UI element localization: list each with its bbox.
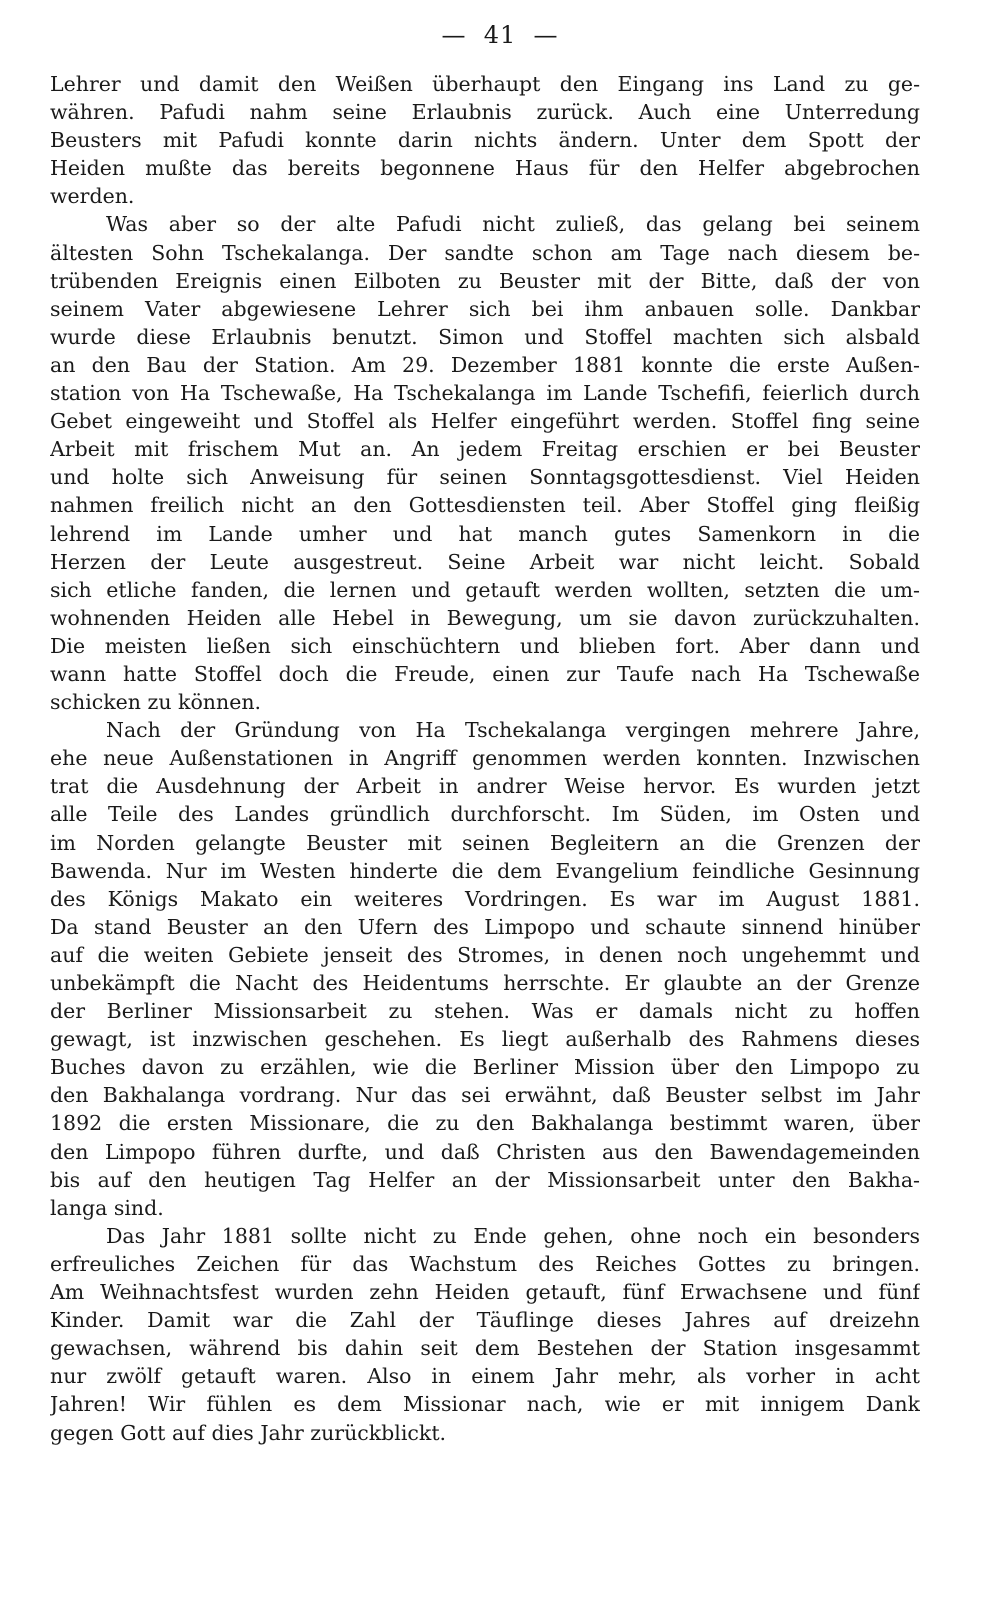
text-line: gewachsen, während bis dahin seit dem Bestehen der Station insgesammt: [50, 1336, 920, 1361]
text-line: Jahren! Wir fühlen es dem Missionar nach, wie er mit innigem Dank: [50, 1392, 920, 1417]
body-text: [50, 70, 920, 1447]
text-line: wurde diese Erlaubnis benutzt. Simon und Stoffel machten sich alsbald: [50, 324, 920, 349]
text-line: währen. Pafudi nahm seine Erlaubnis zurück. Auch eine Unterredung: [50, 100, 920, 125]
text-line: Nach der Gründung von Ha Tschekalanga vergingen mehrere Jahre,: [106, 718, 920, 743]
text-line: alle Teile des Landes gründlich durchforscht. Im Süden, im Osten und: [50, 802, 920, 827]
text-line: und holte sich Anweisung für seinen Sonntagsgottesdienst. Viel Heiden: [50, 465, 920, 490]
text-line: im Norden gelangte Beuster mit seinen Begleitern an die Grenzen der: [50, 830, 920, 855]
text-line: station von Ha Tschewaße, Ha Tschekalanga im Lande Tschefifi, feierlich durch: [50, 381, 920, 406]
text-line: Das Jahr 1881 sollte nicht zu Ende gehen, ohne noch ein besonders: [106, 1223, 920, 1248]
text-line: werden.: [50, 184, 135, 209]
text-line: langa sind.: [50, 1195, 164, 1220]
text-line: bis auf den heutigen Tag Helfer an der Missionsarbeit unter den Bakha-: [50, 1167, 920, 1192]
text-line: den Limpopo führen durfte, und daß Christen aus den Bawendagemeinden: [50, 1139, 920, 1164]
text-line: Lehrer und damit den Weißen überhaupt den Eingang ins Land zu ge-: [50, 72, 920, 96]
text-line: unbekämpft die Nacht des Heidentums herrschte. Er glaubte an der Grenze: [50, 971, 920, 995]
text-line: wann hatte Stoffel doch die Freude, einen zur Taufe nach Ha Tschewaße: [50, 661, 920, 686]
text-line: der Berliner Missionsarbeit zu stehen. Was er damals nicht zu hoffen: [50, 999, 920, 1024]
page-number-header: — 41 —: [441, 21, 559, 49]
text-line: den Bakhalanga vordrang. Nur das sei erwähnt, daß Beuster selbst im Jahr: [50, 1083, 920, 1108]
text-line: Da stand Beuster an den Ufern des Limpopo und schaute sinnend hinüber: [50, 914, 920, 939]
text-line: des Königs Makato ein weiteres Vordringen. Es war im August 1881.: [50, 886, 920, 911]
text-line: trat die Ausdehnung der Arbeit in andrer Weise hervor. Es wurden jetzt: [50, 774, 920, 799]
text-line: gegen Gott auf dies Jahr zurückblickt.: [50, 1420, 447, 1445]
text-line: gewagt, ist inzwischen geschehen. Es liegt außerhalb des Rahmens dieses: [50, 1027, 920, 1052]
text-line: ehe neue Außenstationen in Angriff genommen werden konnten. Inzwischen: [50, 746, 920, 771]
text-line: 1892 die ersten Missionare, die zu den Bakhalanga bestimmt waren, über: [50, 1111, 920, 1136]
text-line: ältesten Sohn Tschekalanga. Der sandte schon am Tage nach diesem be-: [50, 240, 920, 265]
text-line: schicken zu können.: [50, 690, 262, 715]
text-line: wohnenden Heiden alle Hebel in Bewegung, um sie davon zurückzuhalten.: [50, 605, 920, 630]
text-line: auf die weiten Gebiete jenseit des Stromes, in denen noch ungehemmt und: [50, 942, 920, 967]
text-line: an den Bau der Station. Am 29. Dezember 1881 konnte die erste Außen-: [50, 352, 920, 377]
text-line: Buches davon zu erzählen, wie die Berliner Mission über den Limpopo zu: [50, 1055, 920, 1080]
text-line: Die meisten ließen sich einschüchtern und blieben fort. Aber dann und: [50, 633, 920, 658]
text-line: nahmen freilich nicht an den Gottesdiensten teil. Aber Stoffel ging fleißig: [50, 493, 920, 518]
text-line: trübenden Ereignis einen Eilboten zu Beuster mit der Bitte, daß der von: [50, 268, 920, 293]
text-line: Bawenda. Nur im Westen hinderte die dem Evangelium feindliche Gesinnung: [50, 858, 920, 883]
text-line: lehrend im Lande umher und hat manch gutes Samenkorn in die: [50, 521, 920, 546]
text-line: Was aber so der alte Pafudi nicht zuließ, das gelang bei seinem: [106, 212, 920, 237]
text-line: seinem Vater abgewiesene Lehrer sich bei ihm anbauen solle. Dankbar: [50, 296, 920, 321]
text-line: Am Weihnachtsfest wurden zehn Heiden getauft, fünf Erwachsene und fünf: [50, 1280, 920, 1305]
text-line: Kinder. Damit war die Zahl der Täuflinge dieses Jahres auf dreizehn: [50, 1308, 920, 1333]
text-line: Herzen der Leute ausgestreut. Seine Arbeit war nicht leicht. Sobald: [50, 549, 920, 574]
text-line: Beusters mit Pafudi konnte darin nichts ändern. Unter dem Spott der: [50, 128, 920, 153]
text-line: sich etliche fanden, die lernen und getauft werden wollten, setzten die um-: [50, 577, 920, 602]
text-line: Arbeit mit frischem Mut an. An jedem Freitag erschien er bei Beuster: [50, 437, 920, 462]
text-line: Heiden mußte das bereits begonnene Haus für den Helfer abgebrochen: [50, 156, 920, 181]
text-line: nur zwölf getauft waren. Also in einem Jahr mehr, als vorher in acht: [50, 1364, 920, 1389]
text-line: erfreuliches Zeichen für das Wachstum des Reiches Gottes zu bringen.: [50, 1251, 920, 1276]
text-line: Gebet eingeweiht und Stoffel als Helfer eingeführt werden. Stoffel fing seine: [50, 409, 920, 434]
